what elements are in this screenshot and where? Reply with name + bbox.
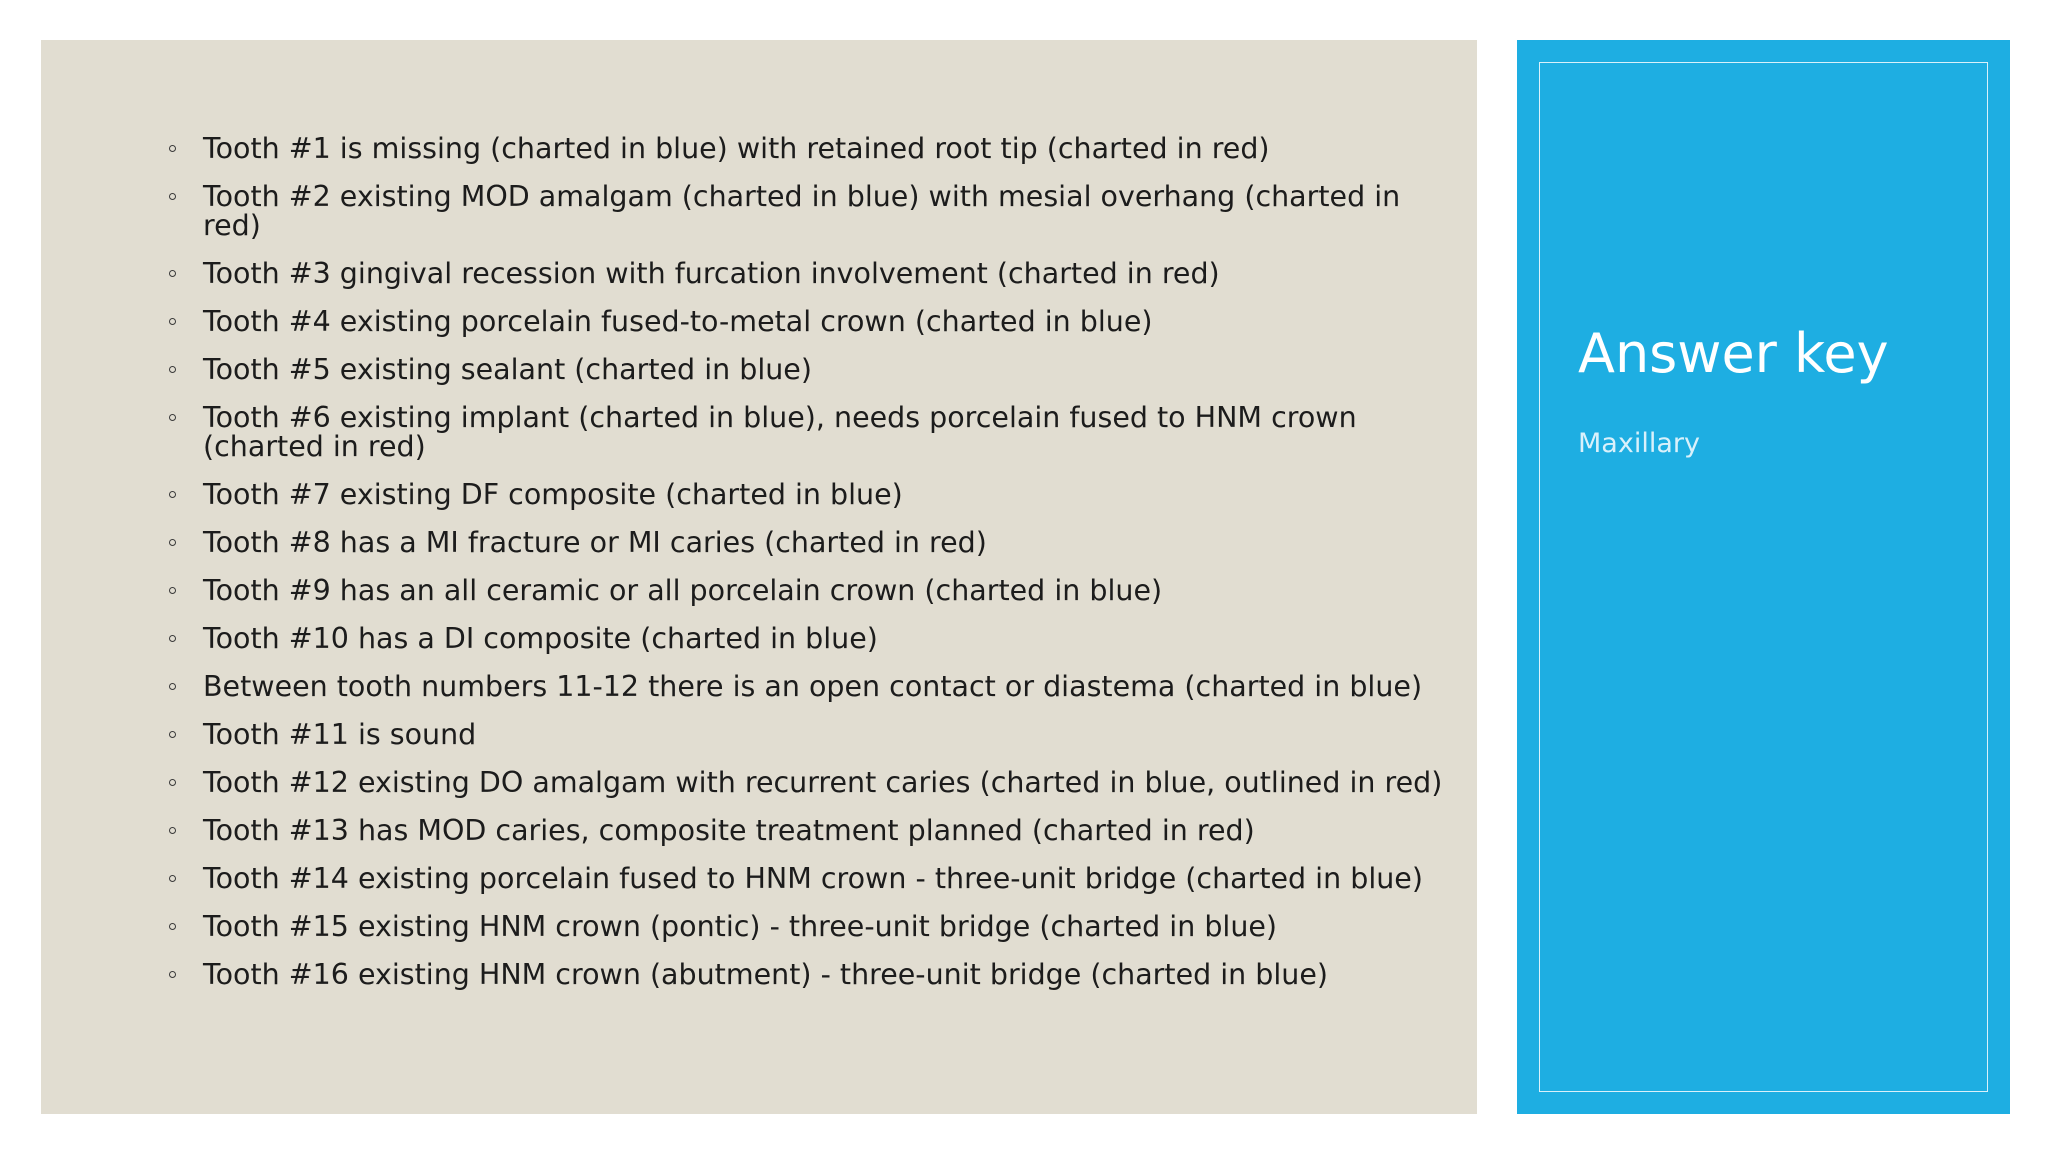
circle-bullet-icon (169, 366, 176, 373)
circle-bullet-icon (169, 731, 176, 738)
list-item-text: Tooth #8 has a MI fracture or MI caries (charted in red) (203, 526, 987, 559)
list-item (161, 864, 1451, 893)
list-item (161, 576, 1451, 605)
list-item-text: Tooth #15 existing HNM crown (pontic) - three-unit bridge (charted in blue) (203, 910, 1278, 943)
list-item-text: Tooth #5 existing sealant (charted in blue) (203, 353, 812, 386)
circle-bullet-icon (169, 875, 176, 882)
list-item (161, 355, 1451, 384)
list-item (161, 912, 1451, 941)
list-item (161, 528, 1451, 557)
list-item-text: Tooth #12 existing DO amalgam with recurrent caries (charted in blue, outlined in red) (203, 766, 1443, 799)
answer-key-panel (1517, 40, 2010, 1114)
circle-bullet-icon (169, 318, 176, 325)
circle-bullet-icon (169, 491, 176, 498)
circle-bullet-icon (169, 539, 176, 546)
list-item-text: Tooth #4 existing porcelain fused-to-metal crown (charted in blue) (203, 305, 1153, 338)
list-item-text: Tooth #7 existing DF composite (charted in blue) (203, 478, 903, 511)
circle-bullet-icon (169, 779, 176, 786)
panel-frame (1539, 62, 1988, 1092)
panel-subtitle: Maxillary (1578, 428, 1700, 459)
list-item (161, 624, 1451, 653)
circle-bullet-icon (169, 971, 176, 978)
list-item (161, 182, 1451, 240)
list-item-text: Between tooth numbers 11-12 there is an open contact or diastema (charted in blue) (203, 670, 1423, 703)
list-item-text: Tooth #1 is missing (charted in blue) with retained root tip (charted in red) (203, 132, 1270, 165)
list-item-text: Tooth #9 has an all ceramic or all porcelain crown (charted in blue) (203, 574, 1163, 607)
list-item (161, 768, 1451, 797)
circle-bullet-icon (169, 270, 176, 277)
circle-bullet-icon (169, 414, 176, 421)
list-item-text: Tooth #6 existing implant (charted in blue), needs porcelain fused to HNM crown (charted in red) (203, 401, 1357, 463)
circle-bullet-icon (169, 193, 176, 200)
circle-bullet-icon (169, 683, 176, 690)
list-item-text: Tooth #16 existing HNM crown (abutment) - three-unit bridge (charted in blue) (203, 958, 1329, 991)
list-item (161, 403, 1451, 461)
list-item (161, 672, 1451, 701)
list-item-text: Tooth #2 existing MOD amalgam (charted in blue) with mesial overhang (charted in red) (203, 180, 1401, 242)
list-item-text: Tooth #3 gingival recession with furcation involvement (charted in red) (203, 257, 1220, 290)
panel-title: Answer key (1578, 322, 1889, 385)
circle-bullet-icon (169, 587, 176, 594)
list-item-text: Tooth #13 has MOD caries, composite treatment planned (charted in red) (203, 814, 1255, 847)
list-item (161, 960, 1451, 989)
list-item (161, 480, 1451, 509)
list-item (161, 259, 1451, 288)
list-item (161, 720, 1451, 749)
circle-bullet-icon (169, 635, 176, 642)
circle-bullet-icon (169, 923, 176, 930)
bullet-list (161, 134, 1451, 1008)
list-item-text: Tooth #10 has a DI composite (charted in blue) (203, 622, 878, 655)
content-panel (41, 40, 1477, 1114)
list-item (161, 134, 1451, 163)
list-item-text: Tooth #11 is sound (203, 718, 477, 751)
circle-bullet-icon (169, 145, 176, 152)
list-item (161, 307, 1451, 336)
list-item (161, 816, 1451, 845)
circle-bullet-icon (169, 827, 176, 834)
list-item-text: Tooth #14 existing porcelain fused to HNM crown - three-unit bridge (charted in blue) (203, 862, 1423, 895)
